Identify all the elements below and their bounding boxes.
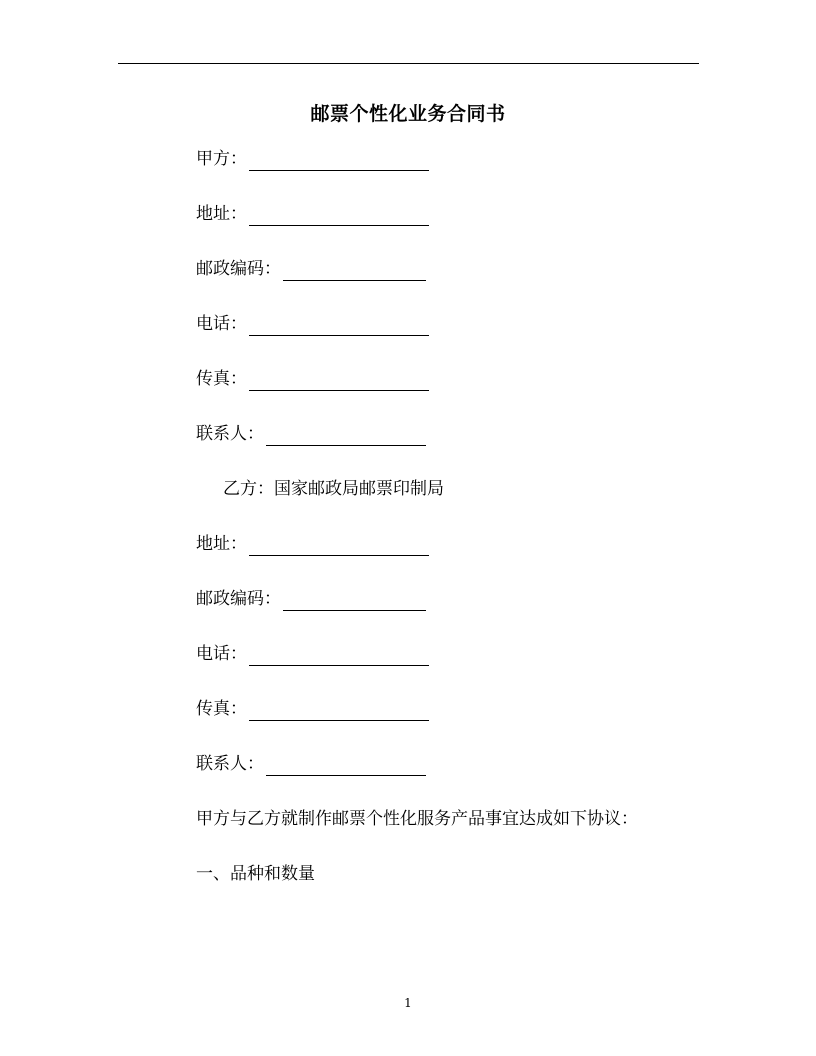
party-a-postal-code-label: 邮政编码： [196, 259, 281, 279]
party-a-phone-blank [249, 317, 429, 336]
section-1-heading: 一、品种和数量 [196, 864, 315, 884]
party-b-fax-blank [249, 702, 429, 721]
party-b-line [223, 476, 444, 502]
party-b-contact-label: 联系人： [196, 754, 264, 774]
party-a-address-blank [249, 207, 429, 226]
party-b-phone-label: 电话： [196, 644, 247, 664]
party-b-phone-blank [249, 647, 429, 666]
party-a-fax-blank [249, 372, 429, 391]
party-b-contact-line [196, 751, 426, 777]
party-b-fax-line [196, 696, 429, 722]
party-a-label: 甲方： [196, 149, 247, 169]
party-b-postal-code-line [196, 586, 426, 612]
party-b-address-blank [249, 537, 429, 556]
party-b-phone-line [196, 641, 429, 667]
party-a-contact-label: 联系人： [196, 424, 264, 444]
party-b-postal-code-label: 邮政编码： [196, 589, 281, 609]
party-a-postal-code-line [196, 256, 426, 282]
party-a-fax-label: 传真： [196, 369, 247, 389]
agreement-intro: 甲方与乙方就制作邮票个性化服务产品事宜达成如下协议： [196, 809, 638, 829]
party-a-fax-line [196, 366, 429, 392]
party-b-fax-label: 传真： [196, 699, 247, 719]
party-b-contact-blank [266, 757, 426, 776]
page-number: 1 [404, 996, 412, 1010]
party-a-line [196, 146, 429, 172]
party-b-address-label: 地址： [196, 534, 247, 554]
party-a-phone-label: 电话： [196, 314, 247, 334]
party-a-blank [249, 152, 429, 171]
party-a-address-label: 地址： [196, 204, 247, 224]
header-rule [118, 63, 699, 64]
party-a-address-line [196, 201, 429, 227]
party-a-contact-blank [266, 427, 426, 446]
party-b-label: 乙方：国家邮政局邮票印制局 [223, 479, 444, 499]
party-b-address-line [196, 531, 429, 557]
party-a-phone-line [196, 311, 429, 337]
party-b-postal-code-blank [283, 592, 426, 611]
party-a-postal-code-blank [283, 262, 426, 281]
document-title: 邮票个性化业务合同书 [310, 103, 506, 125]
party-a-contact-line [196, 421, 426, 447]
